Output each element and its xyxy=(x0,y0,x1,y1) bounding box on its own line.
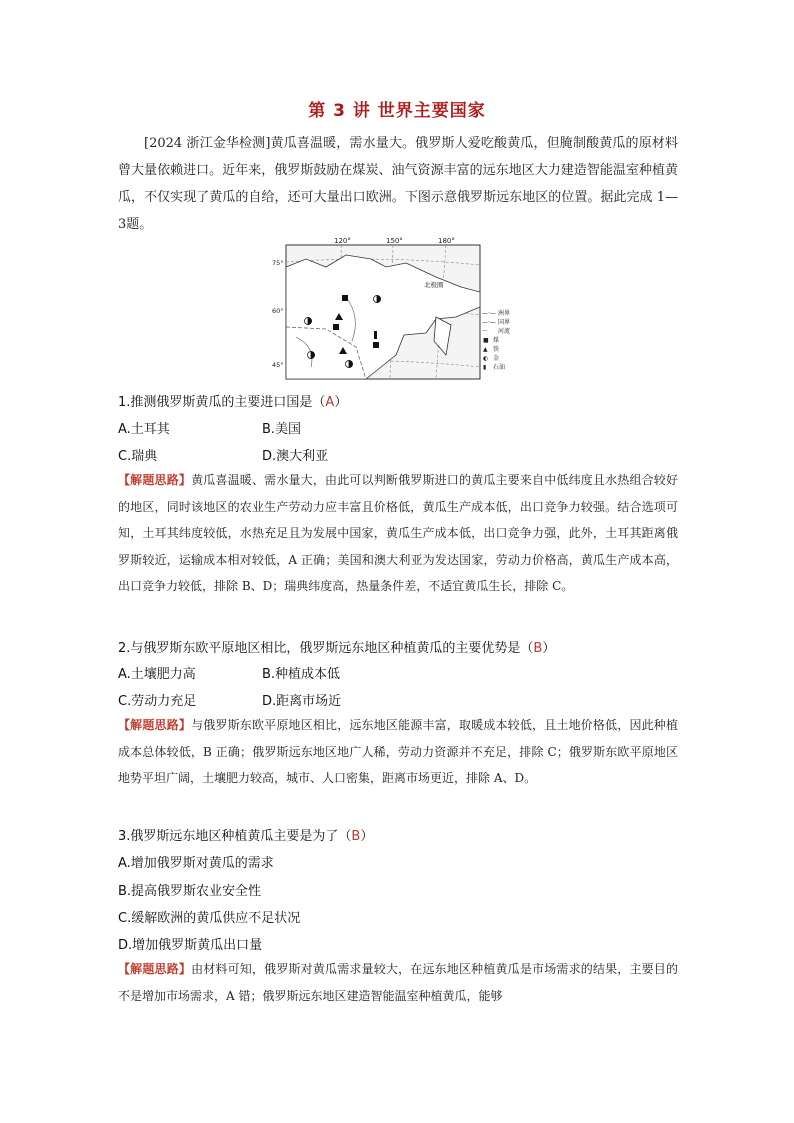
lat-label-60: 60° xyxy=(272,307,284,315)
q1-option-a: A.土耳其 xyxy=(118,422,170,437)
svg-text:—·—: —·— xyxy=(482,319,496,326)
intro-paragraph: [2024 浙江金华检测]黄瓜喜温暖，需水量大。俄罗斯人爱吃酸黄瓜，但腌制酸黄瓜的原材料曾大量依赖进口。近年来，俄罗斯鼓励在煤炭、油气资源丰富的远东地区大力建造智能温室种植黄瓜，不仅实现了黄瓜的自给，还可大量出口欧洲。下图示意俄罗斯远东地区的位置。据此完成 1—3题。 xyxy=(118,136,678,232)
answer-1: A xyxy=(325,395,335,410)
question-3: 3.俄罗斯远东地区种植黄瓜主要是为了（B） xyxy=(118,829,374,844)
svg-text:金: 金 xyxy=(493,355,500,362)
lat-label-45: 45° xyxy=(272,361,284,369)
coal-symbol xyxy=(342,295,348,301)
coal-symbol xyxy=(373,342,379,348)
answer-2: B xyxy=(533,641,543,656)
q2-option-d: D.距离市场近 xyxy=(262,694,342,709)
q3-option-a: A.增加俄罗斯对黄瓜的需求 xyxy=(118,856,274,871)
q1-option-d: D.澳大利亚 xyxy=(262,449,329,464)
q1-option-b: B.美国 xyxy=(262,422,302,437)
svg-text:石油: 石油 xyxy=(493,364,506,371)
svg-text:～: ～ xyxy=(482,328,489,335)
svg-text:洲界: 洲界 xyxy=(498,310,511,317)
q1-option-c: C.瑞典 xyxy=(118,449,158,464)
coal-symbol xyxy=(333,324,339,330)
arctic-circle-label: 北极圈 xyxy=(424,281,444,289)
svg-text:煤: 煤 xyxy=(493,337,500,344)
lat-label-75: 75° xyxy=(272,259,284,267)
q2-analysis: 【解题思路】与俄罗斯东欧平原地区相比，远东地区能源丰富，取暖成本较低，且土地价格低，因此种植成本总体较低，B 正确；俄罗斯远东地区地广人稀，劳动力资源并不充足，排除 C；俄罗斯东欧平原地区地势平坦广阔，土壤肥力较高，城市、人口密集，距离市场更近，排除 A、D。 xyxy=(118,718,678,785)
svg-text:▲: ▲ xyxy=(483,346,488,353)
q2-option-a: A.土壤肥力高 xyxy=(118,667,196,682)
svg-text:■: ■ xyxy=(483,337,489,344)
lon-label-180: 180° xyxy=(438,237,455,245)
svg-text:—·—: —·— xyxy=(482,310,496,317)
lon-label-150: 150° xyxy=(386,237,403,245)
q3-option-c: C.缓解欧洲的黄瓜供应不足状况 xyxy=(118,911,301,926)
svg-text:铁: 铁 xyxy=(493,346,500,353)
svg-text:河流: 河流 xyxy=(498,328,511,335)
map-legend xyxy=(482,309,510,371)
q2-option-c: C.劳动力充足 xyxy=(118,694,197,709)
svg-text:◐: ◐ xyxy=(483,355,489,362)
lon-label-120: 120° xyxy=(334,237,351,245)
question-2: 2.与俄罗斯东欧平原地区相比，俄罗斯远东地区种植黄瓜的主要优势是（B） xyxy=(118,641,556,656)
q3-option-b: B.提高俄罗斯农业安全性 xyxy=(118,884,262,899)
svg-text:▮: ▮ xyxy=(483,364,487,371)
q1-analysis: 【解题思路】黄瓜喜温暖、需水量大，由此可以判断俄罗斯进口的黄瓜主要来自中低纬度且水热组合较好的地区，同时该地区的农业生产劳动力应丰富且价格低，黄瓜生产成本低，出口竞争力较强。结合选项可知，土耳其纬度较低，水热充足且为发展中国家，黄瓜生产成本低，出口竞争力强，此外，土耳其距离俄罗斯较近，运输成本相对较低，A 正确；美国和澳大利亚为发达国家，劳动力价格高，黄瓜生产成本高，出口竞争力较低，排除 B、D；瑞典纬度高，热量条件差，不适宜黄瓜生长，排除 C。 xyxy=(118,473,678,593)
question-1: 1.推测俄罗斯黄瓜的主要进口国是（A） xyxy=(118,395,348,410)
q3-option-d: D.增加俄罗斯黄瓜出口量 xyxy=(118,938,263,953)
oil-symbol xyxy=(374,331,377,339)
answer-3: B xyxy=(351,829,361,844)
q2-option-b: B.种植成本低 xyxy=(262,667,341,682)
svg-text:国界: 国界 xyxy=(498,319,511,326)
q3-analysis: 【解题思路】由材料可知，俄罗斯对黄瓜需求量较大，在远东地区种植黄瓜是市场需求的结果，主要目的不是增加市场需求，A 错；俄罗斯远东地区建造智能温室种植黄瓜，能够 xyxy=(118,962,678,1003)
page-title: 第 3 讲 世界主要国家 xyxy=(308,101,486,121)
russia-far-east-map xyxy=(272,237,526,381)
